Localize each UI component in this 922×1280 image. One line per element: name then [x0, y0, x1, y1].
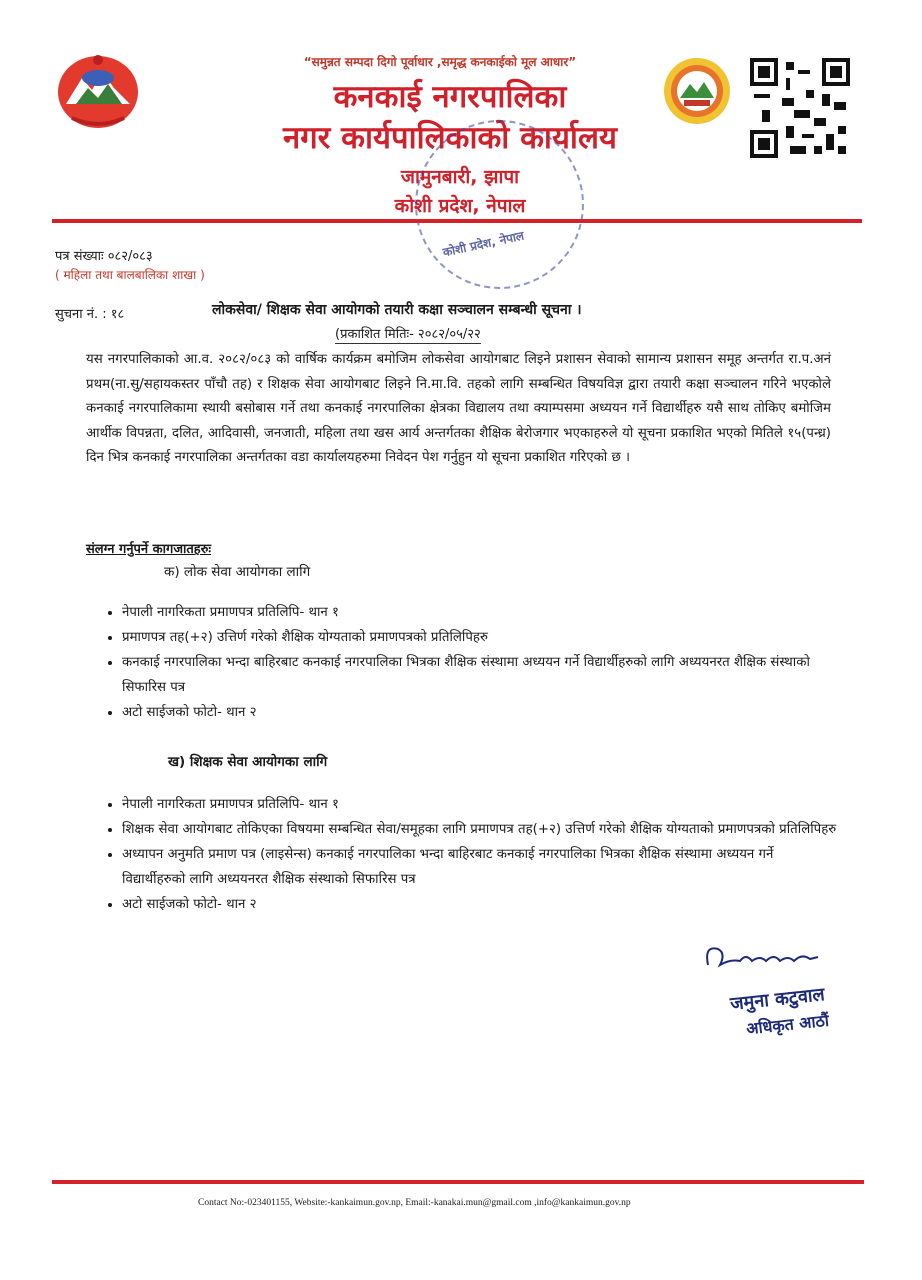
notice-subject: लोकसेवा/ शिक्षक सेवा आयोगको तयारी कक्षा सञ्चालन सम्बन्धी सूचना ।	[212, 302, 582, 318]
signature-scribble	[700, 935, 830, 977]
letter-number: पत्र संख्याः ०८२/०८३	[55, 249, 153, 264]
list-item: • कनकाई नगरपालिका भन्दा बाहिरबाट कनकाई नगरपालिका भित्रका शैक्षिक संस्थामा अध्ययन गर्ने विद्यार्थीहरुको लागि अध्ययनरत शैक्षिक संस्थाको सिफारिस पत्र	[122, 650, 837, 700]
address-line-1: जामुनबारी, झापा	[400, 166, 520, 188]
attachments-heading: संलग्न गर्नुपर्ने कागजातहरुः	[86, 542, 212, 557]
section-a-title: क) लोक सेवा आयोगका लागि	[164, 564, 311, 580]
section-a-list	[104, 600, 837, 725]
header-divider	[52, 219, 862, 223]
notice-body: यस नगरपालिकाको आ.व. २०८२/०८३ को वार्षिक कार्यक्रम बमोजिम लोकसेवा आयोगबाट लिइने प्रशासन सेवाको सामान्य प्रशासन समूह अन्तर्गत रा.प.अनं प्रथम(ना.सु/सहायकस्तर पाँचौ तह) र शिक्षक सेवा आयोगबाट लिइने नि.मा.वि. तहको लागि सम्बन्धित विषयविज्ञ द्वारा तयारी कक्षा सञ्चालन गरिने भएकोले कनकाई नगरपालिकामा स्थायी बसोबास गर्ने तथा कनकाई नगरपालिका क्षेत्रका विद्यालय तथा क्याम्पसमा अध्ययन गर्ने विद्यार्थीहरु यसै साथ तोकिए बमोजिम आर्थीक विपन्नता, दलित, आदिवासी, जनजाती, महिला तथा खस आर्य अन्तर्गतका शैक्षिक बेरोजगार भएकाहरुले यो सूचना प्रकाशित भएको मितिले १५(पन्ध्र) दिन भित्र कनकाई नगरपालिका अन्तर्गतका वडा कार्यालयहरुमा निवेदन पेश गर्नुहुन यो सूचना प्रकाशित गरिएको छ ।	[86, 352, 831, 465]
address-line-2: कोशी प्रदेश, नेपाल	[394, 195, 526, 217]
stamp-text: कोशी प्रदेश, नेपाल	[441, 228, 526, 260]
signatory-name: जमुना कटुवाल	[729, 984, 826, 1015]
municipality-logo-icon	[662, 56, 732, 126]
list-item: • प्रमाणपत्र तह(+२) उत्तिर्ण गरेको शैक्षिक योग्यताको प्रमाणपत्रको प्रतिलिपिहरु	[122, 625, 837, 650]
office-name: नगर कार्यपालिकाको कार्यालय	[283, 120, 617, 156]
slogan: “समुन्नत सम्पदा दिगो पूर्वाधार ,समृद्ध कनकाईको मूल आधार”	[303, 55, 577, 69]
list-item: • अध्यापन अनुमति प्रमाण पत्र (लाइसेन्स) कनकाई नगरपालिका भन्दा बाहिरबाट कनकाई नगरपालिका भित्रका शैक्षिक संस्थामा अध्ययन गर्ने विद्यार्थीहरुको लागि अध्ययनरत शैक्षिक संस्थाको सिफारिस पत्र	[122, 842, 837, 892]
signatory-post: अधिकृत आठौं	[745, 1010, 830, 1039]
qr-code-icon	[750, 58, 850, 158]
section-b-list	[104, 792, 837, 917]
list-item: • नेपाली नागरिकता प्रमाणपत्र प्रतिलिपि- थान १	[122, 600, 837, 625]
footer-divider	[52, 1180, 864, 1184]
footer-contact: Contact No:-023401155, Website:-kankaimun.gov.np, Email:-kanakai.mun@gmail.com ,info@kankaimun.gov.np	[198, 1198, 631, 1208]
published-date: (प्रकाशित मितिः- २०८२/०५/२२	[335, 324, 481, 344]
branch-name: ( महिला तथा बालबालिका शाखा )	[55, 268, 205, 282]
list-item: • नेपाली नागरिकता प्रमाणपत्र प्रतिलिपि- थान १	[122, 792, 837, 817]
notice-number: सुचना नं. : १८	[55, 307, 125, 322]
list-item: • अटो साईजको फोटो- थान २	[122, 700, 837, 725]
municipality-name: कनकाई नगरपालिका	[333, 79, 567, 115]
list-item: • अटो साईजको फोटो- थान २	[122, 892, 837, 917]
section-b-title: ख) शिक्षक सेवा आयोगका लागि	[168, 754, 328, 770]
office-stamp	[415, 120, 584, 289]
list-item: • शिक्षक सेवा आयोगबाट तोकिएका विषयमा सम्बन्धित सेवा/समूहका लागि प्रमाणपत्र तह(+२) उत्तिर्ण गरेको शैक्षिक योग्यताको प्रमाणपत्रको प्रतिलिपिहरु	[122, 817, 837, 842]
government-emblem-icon	[52, 48, 144, 132]
